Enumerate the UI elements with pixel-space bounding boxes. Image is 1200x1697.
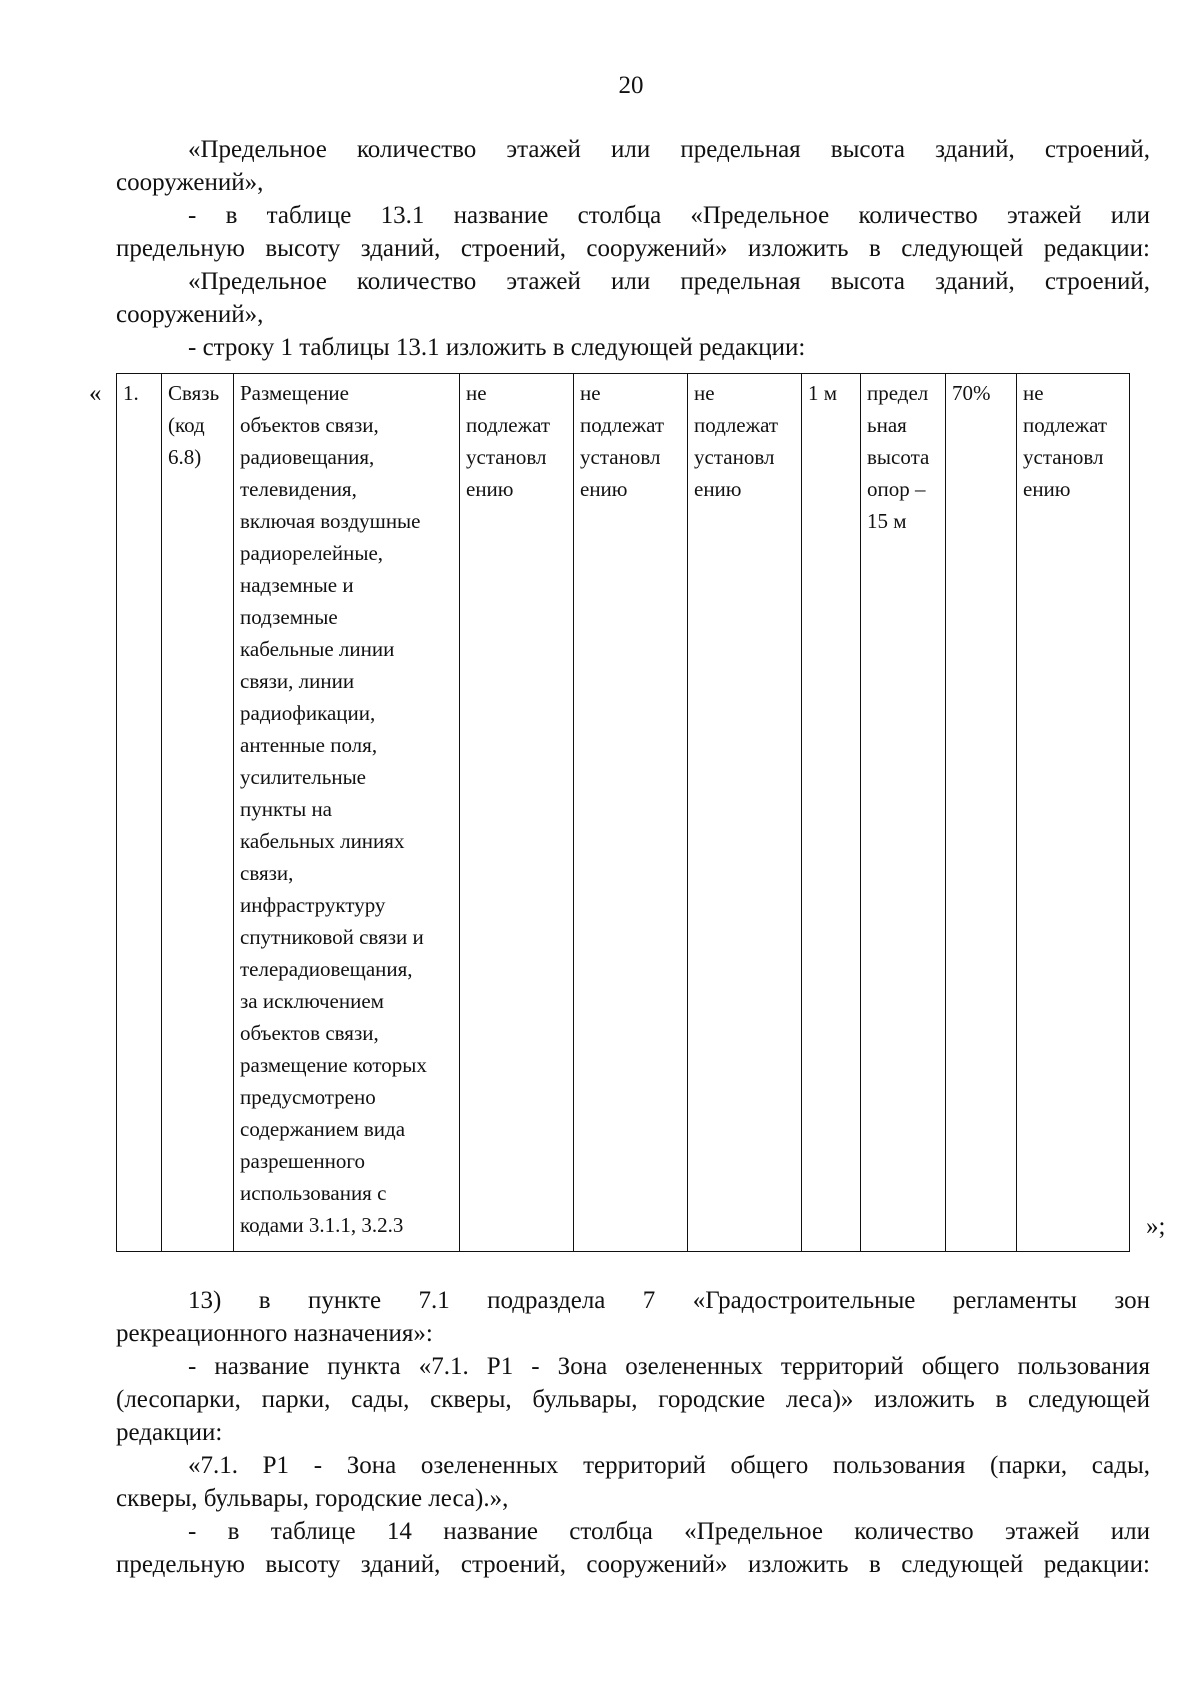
text-line: 13) в пункте 7.1 подраздела 7 «Градостроительные регламенты зон [188,1287,1150,1314]
text-line: скверы, бульвары, городские леса).», [116,1485,509,1512]
page-number: 20 [618,72,644,99]
text-line: - в таблице 13.1 название столбца «Предельное количество этажей или [188,202,1150,229]
table-close-quote: »; [1146,1213,1166,1240]
cell-max-coverage [946,374,1017,1252]
cell-line: Размещение [240,381,349,405]
cell-min-setback [802,374,861,1252]
text-line: - название пункта «7.1. Р1 - Зона озелененных территорий общего пользования [188,1353,1150,1380]
paragraph-table-14-column [116,1515,1150,1581]
cell-line: использования с [240,1181,387,1205]
cell-line: связи, линии [240,669,355,693]
cell-line: ению [1023,477,1071,501]
cell-line: предел [867,381,929,405]
cell-line: предусмотрено [240,1085,376,1109]
cell-line: установл [580,445,661,469]
text-line: предельную высоту зданий, строений, сооружений» изложить в следующей редакции: [116,1551,1150,1578]
cell-line: инфраструктуру [240,893,386,917]
paragraph-row-1-instruction [116,331,1150,364]
cell-line: подземные [240,605,338,629]
text-line: сооружений», [116,301,264,328]
cell-line: ению [694,477,742,501]
cell-line: ьная [867,413,907,437]
text-line: «Предельное количество этажей или предельная высота зданий, строений, [188,268,1150,295]
text-line: сооружений», [116,169,264,196]
cell-line: не [1023,381,1044,405]
text-line: - строку 1 таблицы 13.1 изложить в следующей редакции: [188,334,806,361]
table-row [117,374,1130,1252]
cell-line: радиорелейные, [240,541,384,565]
cell-max-height [861,374,946,1252]
cell-use-type [162,374,234,1252]
paragraph-item-7-1-name [116,1350,1150,1449]
cell-line: подлежат [466,413,551,437]
cell-line: кодами 3.1.1, 3.2.3 [240,1213,404,1237]
cell-other-params [1017,374,1130,1252]
cell-line: не [694,381,715,405]
paragraph-item-7-1-new-name [116,1449,1150,1515]
cell-line: высота [867,445,930,469]
cell-line: спутниковой связи и [240,925,424,949]
text-line: (лесопарки, парки, сады, скверы, бульвары, городские леса)» изложить в следующей [116,1386,1150,1413]
paragraph-table-13-1-column [116,199,1150,265]
paragraph-item-13 [116,1284,1150,1350]
cell-line: кабельные линии [240,637,395,661]
text-line: предельную высоту зданий, строений, сооружений» изложить в следующей редакции: [116,235,1150,262]
cell-line: Связь [168,381,220,405]
cell-line: пункты на [240,797,332,821]
cell-line: не [466,381,487,405]
cell-line: установл [466,445,547,469]
cell-line: усилительные [240,765,366,789]
cell-line: телерадиовещания, [240,957,413,981]
cell-line: 15 м [867,509,907,533]
text-line: рекреационного назначения»: [116,1320,433,1347]
cell-line: связи, [240,861,294,885]
cell-line: установл [694,445,775,469]
cell-line: телевидения, [240,477,357,501]
text-line: редакции: [116,1419,223,1446]
cell-line: опор – [867,477,926,501]
text-line: «7.1. Р1 - Зона озелененных территорий общего пользования (парки, сады, [188,1452,1150,1479]
cell-description [234,374,460,1252]
cell-line: ению [580,477,628,501]
cell-min-plot-size [460,374,574,1252]
text-line: «Предельное количество этажей или предельная высота зданий, строений, [188,136,1150,163]
cell-line: радиофикации, [240,701,376,725]
cell-line: 70% [952,381,991,405]
cell-line: установл [1023,445,1104,469]
cell-line: за исключением [240,989,384,1013]
cell-line: 1 м [808,381,838,405]
cell-line: подлежат [1023,413,1108,437]
cell-line: содержанием вида [240,1117,406,1141]
cell-line: объектов связи, [240,1021,379,1045]
amendment-table-13-1-row-1 [116,373,1130,1252]
cell-line: 1. [123,381,139,405]
cell-plot-area [688,374,802,1252]
cell-line: объектов связи, [240,413,379,437]
cell-max-plot-size [574,374,688,1252]
cell-line: надземные и [240,573,354,597]
cell-line: ению [466,477,514,501]
paragraph-column-name-2 [116,265,1150,331]
cell-line: антенные поля, [240,733,378,757]
cell-line: (код [168,413,205,437]
cell-line: включая воздушные [240,509,421,533]
paragraph-column-name-1 [116,133,1150,199]
cell-line: радиовещания, [240,445,375,469]
cell-line: разрешенного [240,1149,365,1173]
cell-line: 6.8) [168,445,202,469]
text-line: - в таблице 14 название столбца «Предельное количество этажей или [188,1518,1150,1545]
cell-line: не [580,381,601,405]
cell-line: подлежат [580,413,665,437]
cell-line: кабельных линиях [240,829,405,853]
cell-number [117,374,162,1252]
cell-line: подлежат [694,413,779,437]
cell-line: размещение которых [240,1053,427,1077]
table-open-quote: « [89,380,102,407]
